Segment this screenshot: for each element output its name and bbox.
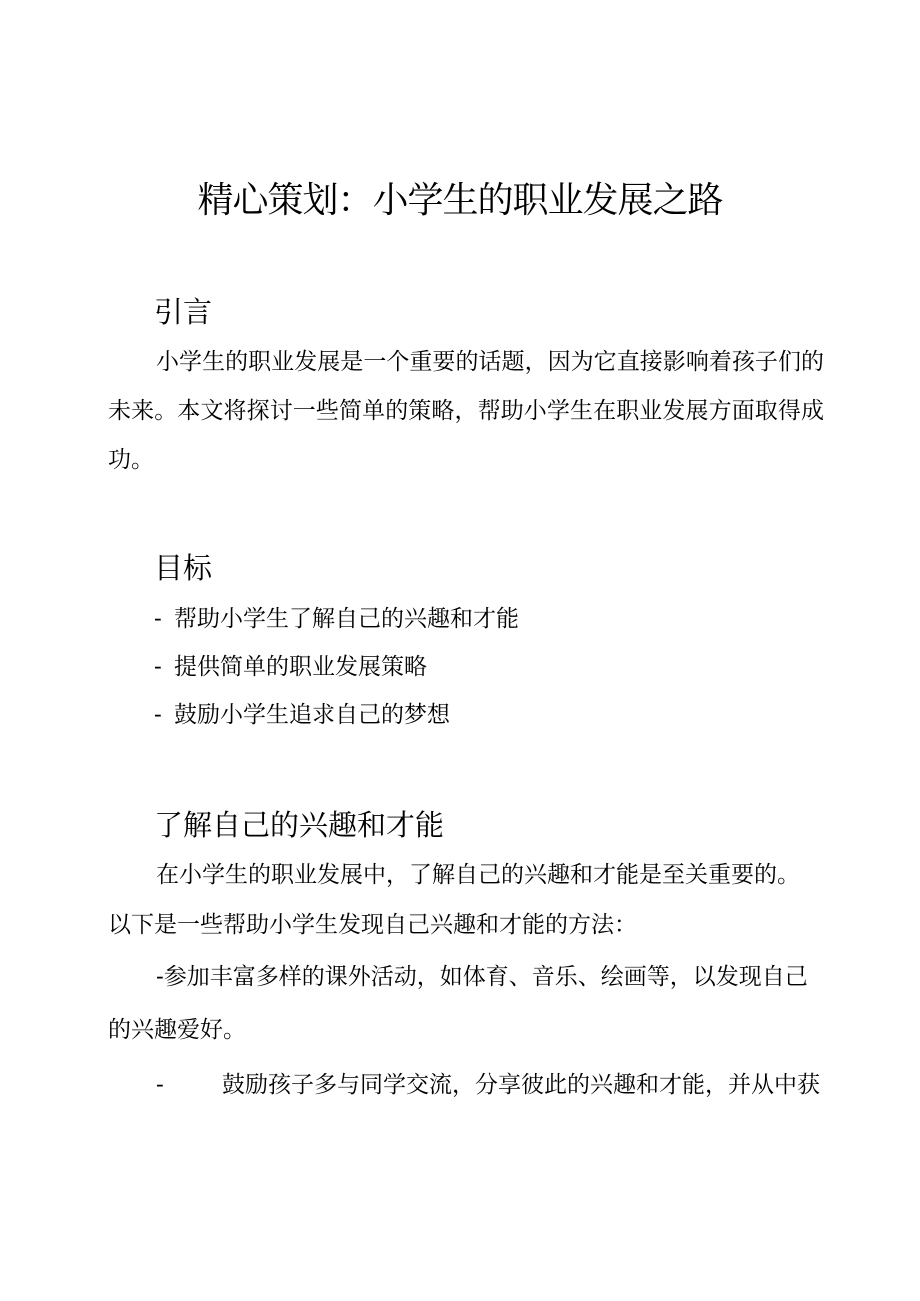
interests-paragraph-line: 以下是一些帮助小学生发现自己兴趣和才能的方法： bbox=[108, 912, 637, 938]
section-heading-interests: 了解自己的兴趣和才能 bbox=[154, 808, 445, 842]
method-item bbox=[156, 1068, 820, 1102]
bullet-dash: - bbox=[154, 702, 162, 728]
list-item-text: 鼓励小学生追求自己的梦想 bbox=[174, 702, 450, 728]
intro-paragraph: 小学生的职业发展是一个重要的话题，因为它直接影响着孩子们的未来。本文将探讨一些简单的策略，帮助小学生在职业发展方面取得成功。 bbox=[108, 349, 824, 473]
bullet-dash: - bbox=[154, 654, 162, 680]
interests-paragraph-line: 在小学生的职业发展中，了解自己的兴趣和才能是至关重要的。 bbox=[156, 862, 800, 888]
list-item bbox=[154, 602, 519, 636]
list-item bbox=[154, 698, 450, 732]
section-heading-intro: 引言 bbox=[154, 295, 213, 329]
method-item-line: -参加丰富多样的课外活动，如体育、音乐、绘画等，以发现自己 bbox=[156, 964, 808, 990]
list-item-text: 帮助小学生了解自己的兴趣和才能 bbox=[174, 606, 519, 632]
method-item-text: 鼓励孩子多与同学交流，分享彼此的兴趣和才能，并从中获 bbox=[222, 1072, 820, 1098]
document-title: 精心策划：小学生的职业发展之路 bbox=[197, 180, 723, 221]
list-item-text: 提供简单的职业发展策略 bbox=[174, 654, 427, 680]
list-item bbox=[154, 650, 427, 684]
section-heading-goals: 目标 bbox=[154, 551, 213, 585]
bullet-dash: - bbox=[154, 606, 162, 632]
bullet-dash: - bbox=[156, 1072, 164, 1098]
method-item-line: 的兴趣爱好。 bbox=[108, 1017, 246, 1043]
